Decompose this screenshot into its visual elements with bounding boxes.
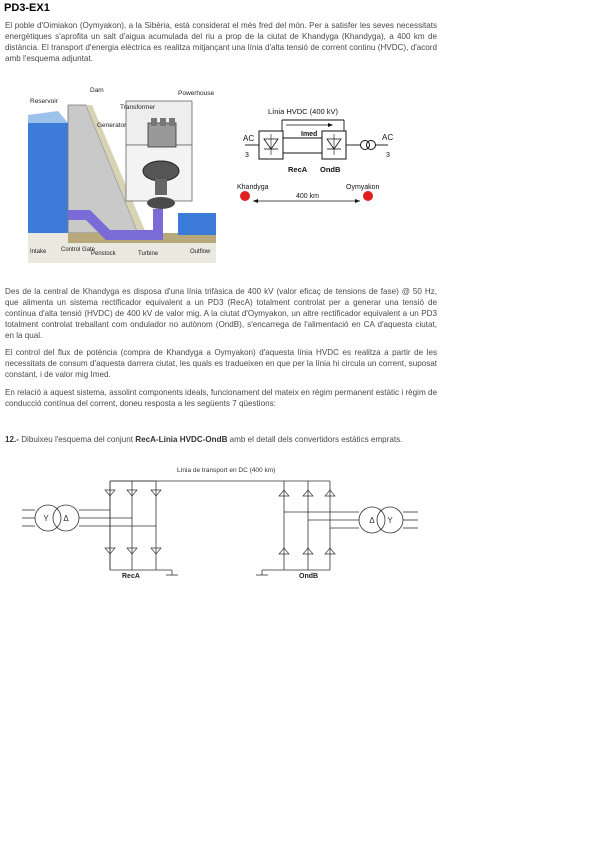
generator-unit	[143, 161, 179, 181]
label-powerhouse: Powerhouse	[178, 90, 215, 97]
reservoir-water	[28, 123, 68, 243]
label-outflow: Outflow	[190, 249, 211, 255]
paragraph-2: Des de la central de Khandyga es disposa d'una línia trifàsica de 400 kV (valor eficaç de tensions de fase) @ 50 Hz, que alimenta un sistema rectificador equivalent a un PD3 (RecA) totalment controlat per a generar una tensió de contínua d'alta tensió (HVDC) de 400 kV de valor mig. A la ciutat d'Oymyakon, un altre rectificador equivalent a un PD3 totalment controlat treballant com ondulador no autònom (OndB), s'encarrega de l'alimentació en CA d'aquesta ciutat, en la qual.	[5, 287, 437, 340]
label-dam: Dam	[90, 87, 104, 94]
khandyga-marker	[240, 191, 250, 201]
page-title: PD3-EX1	[4, 2, 50, 14]
label-control-gate: Control Gate	[61, 247, 96, 253]
label-reca: RecA	[288, 165, 308, 174]
label-khandyga: Khandyga	[237, 184, 269, 191]
label-dc-line: Línia de transport en DC (400 km)	[177, 467, 276, 474]
question-text-a: Dibuixeu l'esquema del conjunt	[18, 435, 136, 444]
label-penstock: Penstock	[91, 251, 116, 257]
turbine-unit	[147, 197, 175, 209]
label-ac-left: AC	[243, 134, 255, 143]
paragraph-4: En relació a aquest sistema, assolint components ideals, funcionament del mateix en règim permanent estàtic i règim de conducció contínua del corrent, doneu resposta a les següents 7 qüestions:	[5, 388, 437, 408]
label-reservoir: Reservoir	[30, 98, 58, 105]
transformer-unit	[148, 123, 176, 147]
label-intake: Intake	[30, 249, 47, 255]
label-distance: 400 km	[296, 193, 319, 200]
label-ac-right-phases: 3	[386, 152, 390, 159]
svg-text:Y: Y	[387, 516, 393, 525]
question-12	[5, 434, 437, 445]
label-transformer: Transformer	[120, 104, 156, 111]
label-ondb: OndB	[320, 165, 341, 174]
svg-text:Δ: Δ	[369, 516, 375, 525]
label-reca-schematic: RecA	[122, 573, 140, 580]
pd3-schematic-figure	[22, 462, 418, 582]
label-turbine: Turbine	[138, 251, 159, 257]
label-ondb-schematic: OndB	[299, 573, 319, 580]
svg-text:Δ: Δ	[63, 514, 69, 523]
question-text-b: amb el detall dels convertidors estàtics emprats.	[227, 435, 403, 444]
label-ac-left-phases: 3	[245, 152, 249, 159]
question-number: 12.-	[5, 435, 19, 444]
label-imed: Imed	[301, 131, 318, 138]
oymyakon-marker	[363, 191, 373, 201]
svg-text:Y: Y	[43, 514, 49, 523]
paragraph-3: El control del flux de potència (compra de Khandyga a Oymyakon) d'aquesta línia HVDC es realitza a partir de les necessitats de consum d'aquesta darrera ciutat, les quals es tradueixen en que per la línia hi circula un corrent, suposat constant, i de valor mig Imed.	[5, 348, 437, 379]
label-oymyakon: Oymyakon	[346, 184, 380, 191]
label-hvdc-line: Línia HVDC (400 kV)	[268, 107, 339, 116]
hydro-hvdc-figure	[28, 83, 416, 263]
intro-paragraph: El poble d'Oimiakon (Oymyakon), a la Sibèria, està considerat el més fred del món. Per a satisfer les seves necessitats energètiques s'aprofita un salt d'aigua acumulada del riu a prop de la ciutat de Khandyga (Khandyga), a 400 km de distància. El transport d'energia elèctrica es realitza mitjançant una línia d'alta tensió de corrent continu (HVDC), d'acord amb l'esquema adjuntat.	[5, 21, 437, 63]
label-ac-right: AC	[382, 133, 394, 142]
label-generator: Generator	[97, 122, 127, 129]
question-bold: RecA-Línia HVDC-OndB	[135, 435, 228, 444]
outflow-water	[178, 213, 216, 235]
